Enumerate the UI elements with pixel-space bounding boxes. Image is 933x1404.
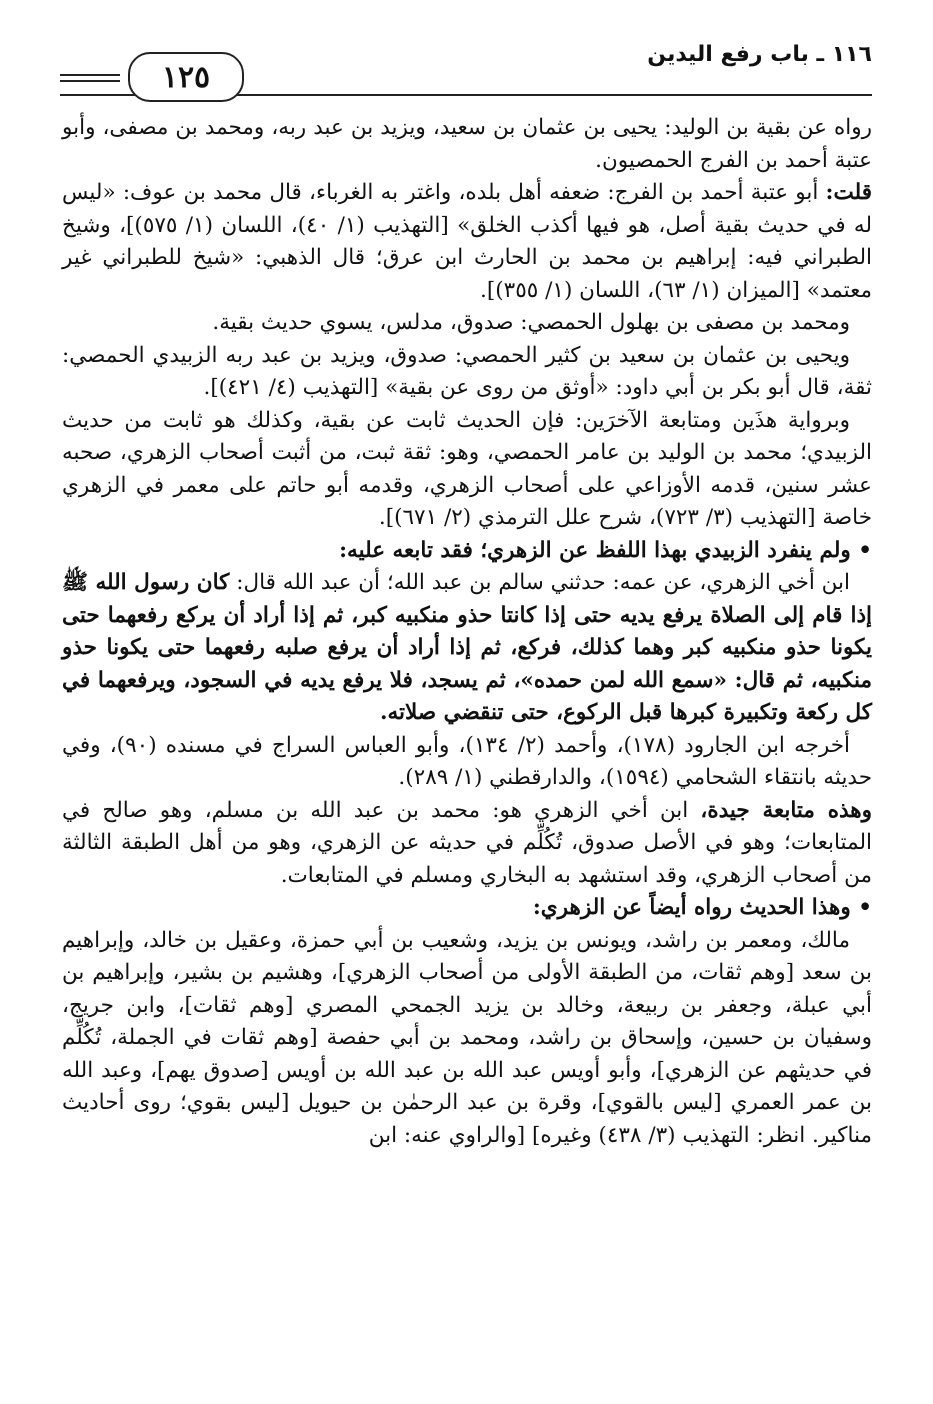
paragraph-narrator-list xyxy=(62,925,872,1153)
header-double-rule-top xyxy=(60,74,120,76)
paragraph-narrators xyxy=(62,112,872,177)
paragraph-label: قلت: xyxy=(825,180,872,205)
hadith-text: كان رسول الله ﷺ إذا قام إلى الصلاة يرفع يديه حتى إذا كانتا حذو منكبيه كبر، ثم إذا أراد أن يركع رفعهما حتى يكونا حذو منكبيه كبر وهما كذلك، فركع، ثم إذا أراد أن يرفع صلبه رفعهما حتى يكونا حذو منكبيه، ثم قال: «سمع الله لمن حمده»، ثم يسجد، فلا يرفع يديه في السجود، ويرفعهما في كل ركعة وتكبيرة كبرها قبل الركوع، حتى تنقضي صلاته. xyxy=(62,570,872,725)
section-heading xyxy=(62,892,872,925)
page-number: ١٢٥ xyxy=(161,59,211,95)
paragraph-text: ويحيى بن عثمان بن سعيد بن كثير الحمصي: صدوق، ويزيد بن عبد ربه الزبيدي الحمصي: ثقة، قال أبو بكر بن أبي داود: «أوثق من روى عن بقية» [التهذيب (٤/ ٤٢١)]. xyxy=(62,342,872,400)
header-double-rule-bottom xyxy=(60,80,120,82)
paragraph-assessment xyxy=(62,795,872,893)
running-title: ١١٦ ـ باب رفع اليدين xyxy=(647,42,872,67)
section-heading xyxy=(62,535,872,568)
paragraph-text: أخرجه ابن الجارود (١٧٨)، وأحمد (٢/ ١٣٤)، وأبو العباس السراج في مسنده (٩٠)، وفي حديثه بانتقاء الشحامي (١٥٩٤)، والدارقطني (١/ ٢٨٩). xyxy=(62,732,872,790)
paragraph-text: رواه عن بقية بن الوليد: يحيى بن عثمان بن سعيد، ويزيد بن عبد ربه، ومحمد بن مصفى، وأبو عتبة أحمد بن الفرج الحمصيون. xyxy=(62,115,872,173)
page-number-frame xyxy=(128,52,244,102)
paragraph-takhrij xyxy=(62,730,872,795)
paragraph-yahya xyxy=(62,340,872,405)
paragraph-text: ومحمد بن مصفى بن بهلول الحمصي: صدوق، مدلس، يسوي حديث بقية. xyxy=(212,310,850,335)
paragraph-hadith xyxy=(62,567,872,730)
heading-text: • ولم ينفرد الزبيدي بهذا اللفظ عن الزهري؛ فقد تابعه عليه: xyxy=(339,537,872,563)
paragraph-mutaba xyxy=(62,405,872,535)
paragraph-label: وهذه متابعة جيدة، xyxy=(700,797,872,823)
paragraph-text: ابن أخي الزهري هو: محمد بن عبد الله بن مسلم، وهو صالح في المتابعات؛ وهو في الأصل صدوق، تُكُلِّم في حديثه عن الزهري، وهو من أهل الطبقة الثالثة من أصحاب الزهري، وقد استشهد به البخاري ومسلم في المتابعات. xyxy=(62,797,872,888)
paragraph-text: وبرواية هذَين ومتابعة الآخرَين: فإن الحديث ثابت عن بقية، وكذلك هو ثابت من حديث الزبيدي؛ محمد بن الوليد بن عامر الحمصي، وهو: ثقة ثبت، من أثبت أصحاب الزهري، صحبه عشر سنين، قدمه الأوزاعي على أصحاب الزهري، وقدمه أبو حاتم على معمر في الزهري خاصة [التهذيب (٣/ ٧٢٣)، شرح علل الترمذي (٢/ ٦٧١)]. xyxy=(62,407,872,530)
paragraph-text: مالك، ومعمر بن راشد، ويونس بن يزيد، وشعيب بن أبي حمزة، وعقيل بن خالد، وإبراهيم بن سعد [وهم ثقات، من الطبقة الأولى من أصحاب الزهري]، وهشيم بن بشير، وإبراهيم بن أبي عبلة، وجعفر بن ربيعة، وخالد بن يزيد الجمحي المصري [وهم ثقات]، وابن جريج، وسفيان بن حسين، وإسحاق بن راشد، ومحمد بن أبي حفصة [وهم ثقات في الجملة، تُكُلِّم في حديثهم عن الزهري]، وأبو أويس عبد الله بن عبد الله بن أويس [صدوق يهم]، وعبد الله بن عمر العمري [ليس بالقوي]، وقرة بن عبد الرحمٰن بن حيويل [ليس بقوي؛ روى أحاديث مناكير. انظر: التهذيب (٣/ ٤٣٨) وغيره] [والراوي عنه: ابن xyxy=(62,927,872,1148)
paragraph-qultu xyxy=(62,177,872,307)
paragraph-text: أبو عتبة أحمد بن الفرج: ضعفه أهل بلده، واغتر به الغرباء، قال محمد بن عوف: «ليس له في حديث بقية أصل، هو فيها أكذب الخلق» [التهذيب (١/ ٤٠)، اللسان (١/ ٥٧٥)]، وشيخ الطبراني فيه: إبراهيم بن محمد بن الحارث ابن عرق؛ قال الذهبي: «شيخ للطبراني غير معتمد» [الميزان (١/ ٦٣)، اللسان (١/ ٣٥٥)]. xyxy=(62,180,873,303)
hadith-chain: ابن أخي الزهري، عن عمه: حدثني سالم بن عبد الله؛ أن عبد الله قال: xyxy=(229,570,851,595)
paragraph-musaffa xyxy=(62,307,872,340)
page-header xyxy=(60,38,872,102)
page-body xyxy=(62,112,872,1382)
heading-text: • وهذا الحديث رواه أيضاً عن الزهري: xyxy=(532,895,872,920)
